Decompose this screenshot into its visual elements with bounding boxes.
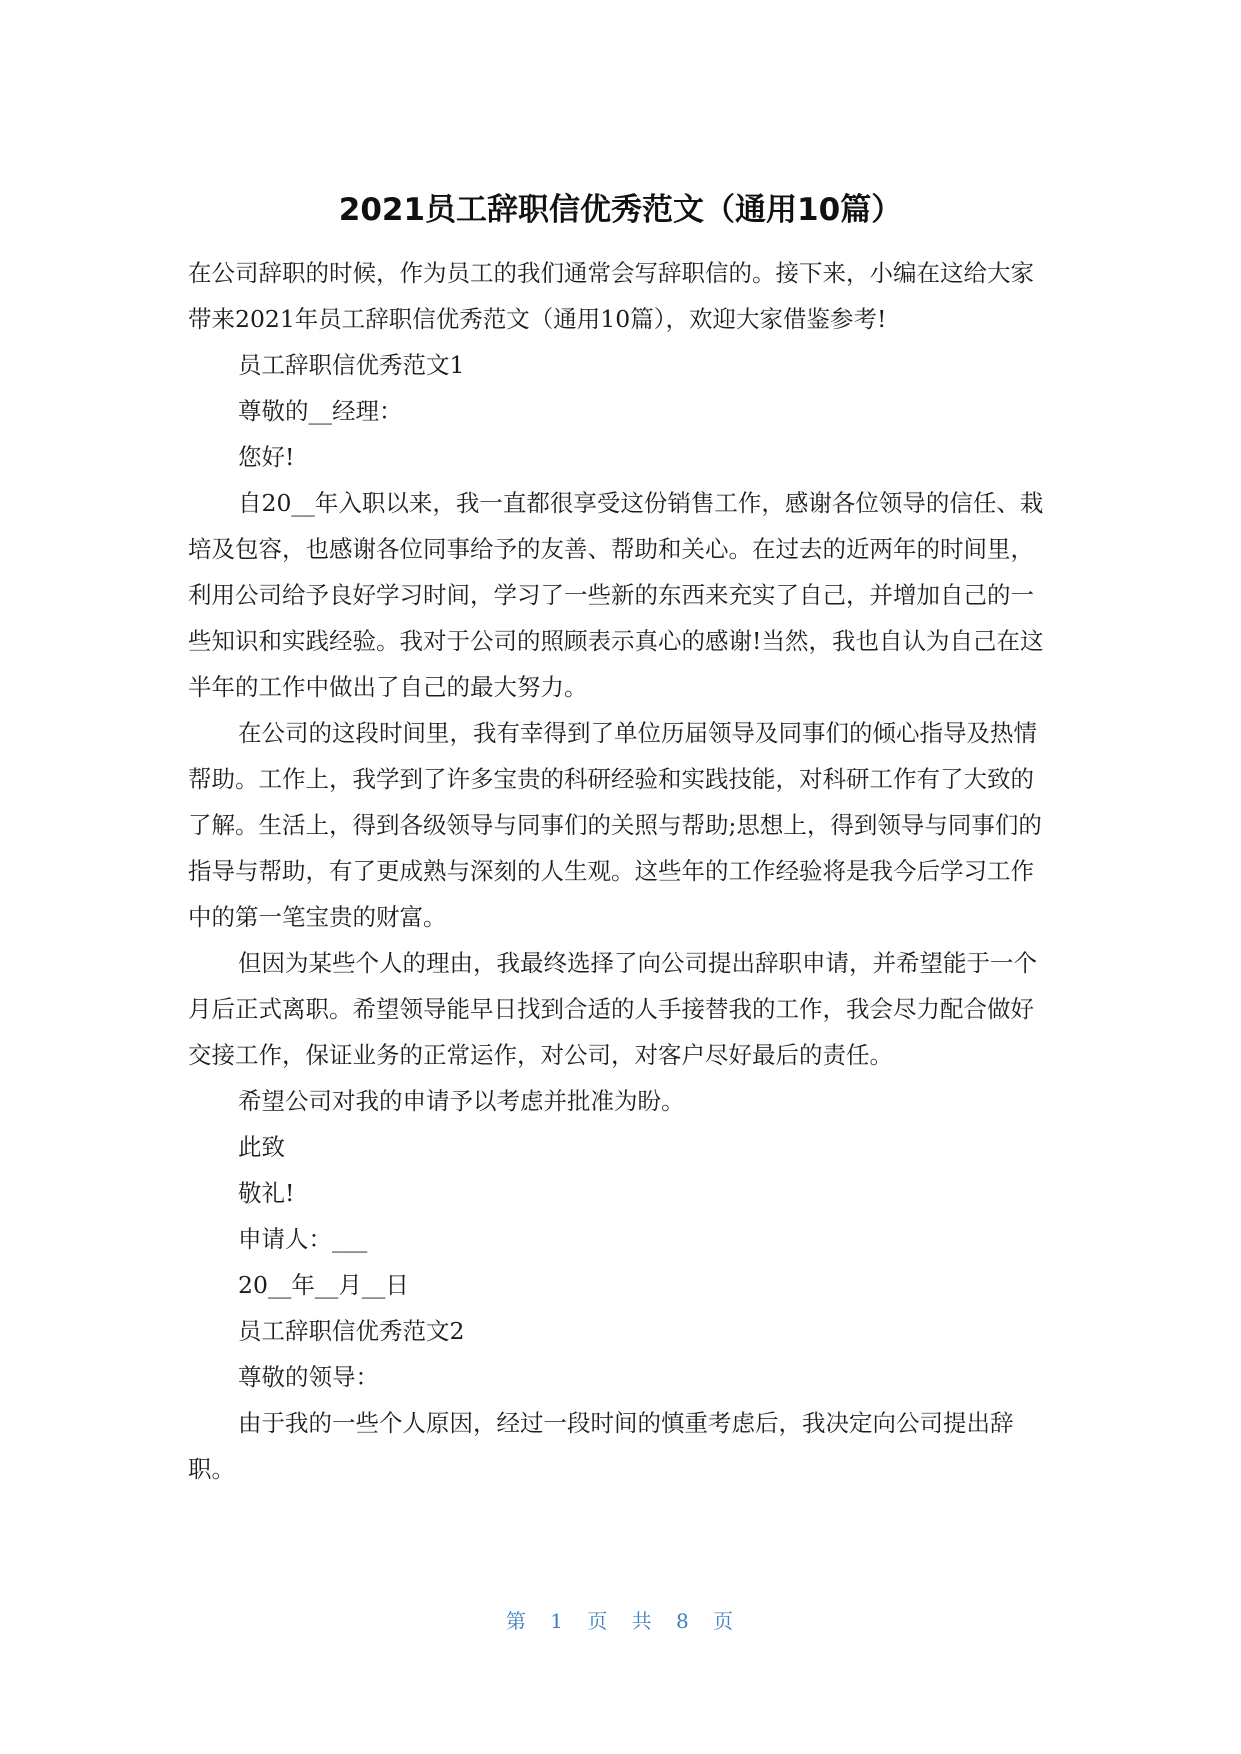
- paragraph-intro: 在公司辞职的时候，作为员工的我们通常会写辞职信的。接下来，小编在这给大家带来2021年员工辞职信优秀范文（通用10篇），欢迎大家借鉴参考!: [188, 259, 1034, 333]
- applicant-line: 申请人：___: [238, 1225, 368, 1253]
- section-heading: 员工辞职信优秀范文1: [238, 351, 465, 379]
- document-body: [188, 250, 1054, 1492]
- greeting: 您好!: [238, 443, 295, 471]
- document-title: 2021员工辞职信优秀范文（通用10篇）: [338, 192, 903, 228]
- paragraph-body: 由于我的一些个人原因，经过一段时间的慎重考虑后，我决定向公司提出辞职。: [188, 1409, 1014, 1483]
- page-number: 第 1 页 共 8 页: [505, 1609, 736, 1633]
- closing-line: 此致: [238, 1133, 285, 1161]
- salutation: 尊敬的__经理：: [238, 397, 403, 425]
- paragraph-body: 但因为某些个人的理由，我最终选择了向公司提出辞职申请，并希望能于一个月后正式离职。希望领导能早日找到合适的人手接替我的工作，我会尽力配合做好交接工作，保证业务的正常运作，对公司，对客户尽好最后的责任。: [188, 949, 1037, 1069]
- section-heading: 员工辞职信优秀范文2: [238, 1317, 465, 1345]
- closing-salute: 敬礼!: [238, 1179, 295, 1207]
- paragraph-request: 希望公司对我的申请予以考虑并批准为盼。: [238, 1087, 685, 1115]
- paragraph-body: 在公司的这段时间里，我有幸得到了单位历届领导及同事们的倾心指导及热情帮助。工作上，我学到了许多宝贵的科研经验和实践技能，对科研工作有了大致的了解。生活上，得到各级领导与同事们的关照与帮助;思想上，得到领导与同事们的指导与帮助，有了更成熟与深刻的人生观。这些年的工作经验将是我今后学习工作中的第一笔宝贵的财富。: [188, 719, 1042, 931]
- paragraph-body: 自20__年入职以来，我一直都很享受这份销售工作，感谢各位领导的信任、栽培及包容，也感谢各位同事给予的友善、帮助和关心。在过去的近两年的时间里，利用公司给予良好学习时间，学习了一些新的东西来充实了自己，并增加自己的一些知识和实践经验。我对于公司的照顾表示真心的感谢!当然，我也自认为自己在这半年的工作中做出了自己的最大努力。: [188, 489, 1044, 701]
- date-line: 20__年__月__日: [238, 1271, 409, 1299]
- salutation: 尊敬的领导：: [238, 1363, 379, 1391]
